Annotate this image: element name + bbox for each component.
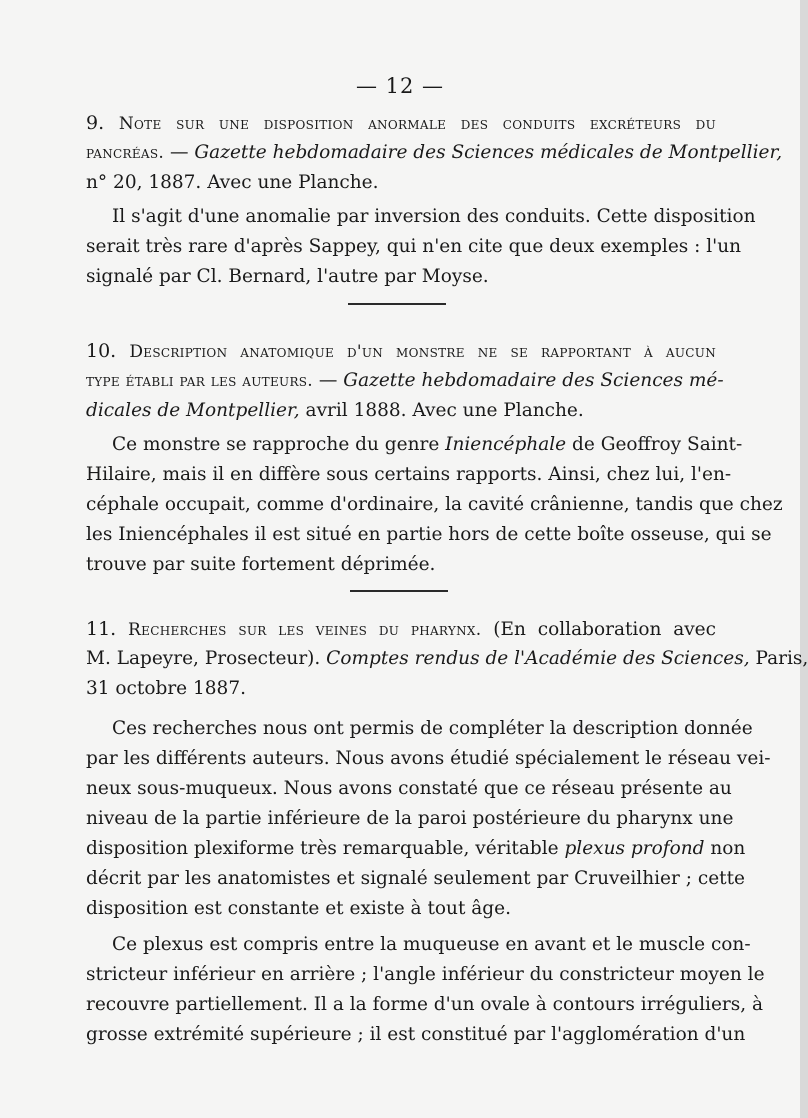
paragraph-line: par les différents auteurs. Nous avons étudié spécialement le réseau vei- xyxy=(86,748,771,769)
entry-10 xyxy=(86,336,783,580)
entry-source: Gazette hebdomadaire des Sciences mé- xyxy=(343,370,724,391)
paragraph-line: stricteur inférieur en arrière ; l'angle inférieur du constricteur moyen le xyxy=(86,964,765,985)
paragraph-line: niveau de la partie inférieure de la paroi postérieure du pharynx une xyxy=(86,808,734,829)
entry-title-continued: pancréas. xyxy=(86,143,165,163)
entry-dash: — xyxy=(318,370,338,391)
text-run: non xyxy=(704,838,746,859)
italic-term: Iniencéphale xyxy=(445,434,567,455)
paragraph-line xyxy=(86,430,743,460)
entry-title: Note sur une disposition anormale des conduits excréteurs du xyxy=(118,114,716,134)
paragraph-line: signalé par Cl. Bernard, l'autre par Moyse. xyxy=(86,266,489,287)
text-run: Ce monstre se rapproche du genre xyxy=(112,434,446,455)
entry-dash: — xyxy=(170,142,189,163)
text-run: de Geoffroy Saint- xyxy=(566,434,743,455)
entry-9-source-line: n° 20, 1887. Avec une Planche. xyxy=(86,172,379,193)
entry-source: Gazette hebdomadaire des Sciences médicales de Montpellier, xyxy=(194,142,783,163)
entry-11 xyxy=(86,614,808,1050)
entry-9-title-line-1 xyxy=(86,108,716,138)
paragraph-line: Hilaire, mais il en diffère sous certains rapports. Ainsi, chez lui, l'en- xyxy=(86,464,732,485)
entry-title-continued: type établi par les auteurs. xyxy=(86,371,314,391)
paragraph-line: Il s'agit d'une anomalie par inversion des conduits. Cette disposition xyxy=(112,206,756,227)
entry-number: 11. xyxy=(86,618,117,640)
entry-number: 10. xyxy=(86,340,117,362)
entry-11-date-line: 31 octobre 1887. xyxy=(86,678,246,699)
paragraph-line: les Iniencéphales il est situé en partie hors de cette boîte osseuse, qui se xyxy=(86,524,772,545)
text-run: disposition plexiforme très remarquable, véritable xyxy=(86,838,565,859)
entry-9 xyxy=(86,108,783,292)
paragraph-line: Ces recherches nous ont permis de compléter la description donnée xyxy=(112,718,753,739)
entry-11-line-2 xyxy=(86,644,808,674)
entry-source: Comptes rendus de l'Académie des Sciences, xyxy=(326,648,750,669)
paragraph-line xyxy=(86,834,746,864)
entry-source-continued: dicales de Montpellier, xyxy=(86,400,300,421)
entry-9-title-line-2 xyxy=(86,138,783,168)
paragraph-line: neux sous-muqueux. Nous avons constaté que ce réseau présente au xyxy=(86,778,732,799)
entry-10-source-line xyxy=(86,396,716,426)
paragraph-line: serait très rare d'après Sappey, qui n'en cite que deux exemples : l'un xyxy=(86,236,742,257)
section-divider xyxy=(350,590,448,592)
text-run: M. Lapeyre, Prosecteur). xyxy=(86,648,327,669)
entry-source-rest: avril 1888. Avec une Planche. xyxy=(299,400,584,421)
entry-title: Recherches sur les veines du pharynx. xyxy=(128,620,482,640)
section-divider xyxy=(348,303,446,305)
text-run: Paris, xyxy=(749,648,808,669)
page-number: — 12 — xyxy=(355,74,445,98)
italic-term: plexus profond xyxy=(564,838,705,859)
paragraph-line: grosse extrémité supérieure ; il est constitué par l'agglomération d'un xyxy=(86,1024,746,1045)
paragraph-line: céphale occupait, comme d'ordinaire, la cavité crânienne, tandis que chez xyxy=(86,494,783,515)
entry-11-title-line-1 xyxy=(86,614,716,644)
paragraph-line: décrit par les anatomistes et signalé seulement par Cruveilhier ; cette xyxy=(86,868,745,889)
paragraph-line: disposition est constante et existe à tout âge. xyxy=(86,898,511,919)
paragraph-line: recouvre partiellement. Il a la forme d'un ovale à contours irréguliers, à xyxy=(86,994,764,1015)
entry-title: Description anatomique d'un monstre ne se rapportant à aucun xyxy=(129,342,716,362)
entry-collaboration: (En collaboration avec xyxy=(481,619,716,640)
entry-10-title-line-1 xyxy=(86,336,716,366)
paragraph-line: Ce plexus est compris entre la muqueuse en avant et le muscle con- xyxy=(112,934,751,955)
entry-number: 9. xyxy=(86,112,105,134)
entry-10-title-line-2 xyxy=(86,366,724,396)
paragraph-line: trouve par suite fortement déprimée. xyxy=(86,554,436,575)
